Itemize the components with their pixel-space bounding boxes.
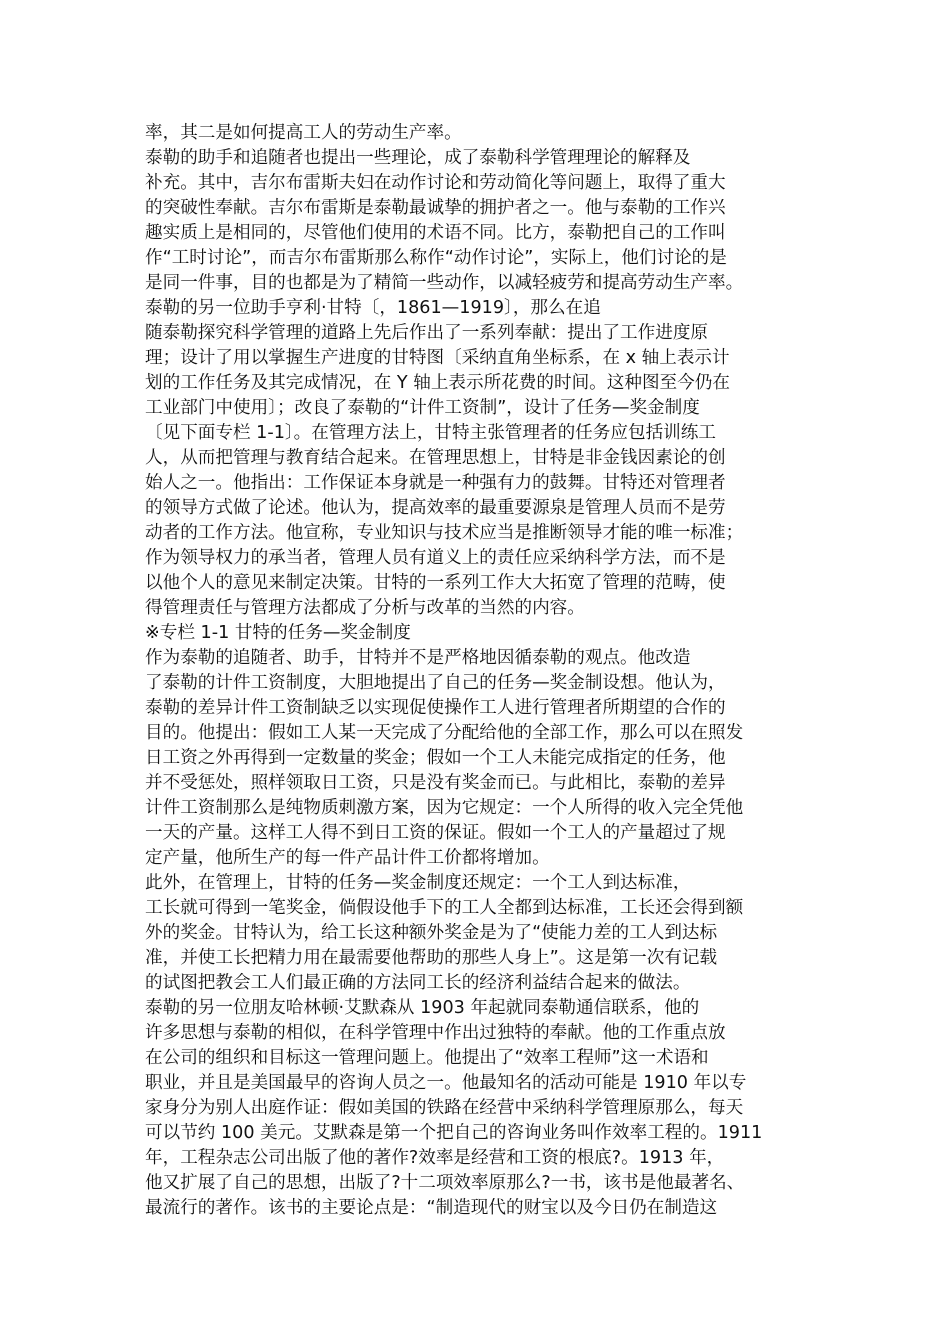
text-line: 在公司的组织和目标这一管理问题上。他提出了“效率工程师”这一术语和 bbox=[145, 1048, 709, 1068]
text-line: 随泰勒探究科学管理的道路上先后作出了一系列奉献：提出了工作进度原 bbox=[145, 323, 709, 343]
text-line: 最流行的著作。该书的主要论点是：“制造现代的财宝以及今日仍在制造这 bbox=[145, 1198, 718, 1218]
text-line: 的试图把教会工人们最正确的方法同工长的经济利益结合起来的做法。 bbox=[145, 973, 691, 993]
text-line: 他又扩展了自己的思想，出版了?十二项效率原那么?一书，该书是他最著名、 bbox=[145, 1173, 745, 1193]
text-line: 一天的产量。这样工人得不到日工资的保证。假如一个工人的产量超过了规 bbox=[145, 823, 726, 843]
text-line: 工业部门中使用〕；改良了泰勒的“计件工资制”，设计了任务—奖金制度 bbox=[145, 398, 700, 418]
text-line: 作为泰勒的追随者、助手，甘特并不是严格地因循泰勒的观点。他改造 bbox=[145, 648, 691, 668]
text-line: 划的工作任务及其完成情况，在 Y 轴上表示所花费的时间。这种图至今仍在 bbox=[145, 373, 730, 393]
text-line: 作为领导权力的承当者，管理人员有道义上的责任应采纳科学方法，而不是 bbox=[145, 548, 726, 568]
text-line: 外的奖金。甘特认为，给工长这种额外奖金是为了“使能力差的工人到达标 bbox=[145, 923, 718, 943]
text-line: 人，从而把管理与教育结合起来。在管理思想上，甘特是非金钱因素论的创 bbox=[145, 448, 726, 468]
text-line: 趣实质上是相同的，尽管他们使用的术语不同。比方，泰勒把自己的工作叫 bbox=[145, 223, 726, 243]
text-line: 此外，在管理上，甘特的任务—奖金制度还规定：一个工人到达标准， bbox=[145, 873, 691, 893]
text-line: 年，工程杂志公司出版了他的著作?效率是经营和工资的根底?。1913 年， bbox=[145, 1148, 725, 1168]
text-line: 并不受惩处，照样领取日工资，只是没有奖金而已。与此相比，泰勒的差异 bbox=[145, 773, 726, 793]
text-line: 理；设计了用以掌握生产进度的甘特图〔采纳直角坐标系，在 x 轴上表示计 bbox=[145, 348, 730, 368]
text-line: 可以节约 100 美元。艾默森是第一个把自己的咨询业务叫作效率工程的。1911 bbox=[145, 1123, 763, 1143]
text-line: 许多思想与泰勒的相似，在科学管理中作出过独特的奉献。他的工作重点放 bbox=[145, 1023, 726, 1043]
text-line: 作“工时讨论”，而吉尔布雷斯那么称作“动作讨论”，实际上，他们讨论的是 bbox=[145, 248, 727, 268]
text-line: 定产量，他所生产的每一件产品计件工价都将增加。 bbox=[145, 848, 550, 868]
text-line: 以他个人的意见来制定决策。甘特的一系列工作大大拓宽了管理的范畴，使 bbox=[145, 573, 726, 593]
text-line: 职业，并且是美国最早的咨询人员之一。他最知名的活动可能是 1910 年以专 bbox=[145, 1073, 747, 1093]
text-line: 〔见下面专栏 1-1〕。在管理方法上，甘特主张管理者的任务应包括训练工 bbox=[145, 423, 716, 443]
text-line: 动者的工作方法。他宣称，专业知识与技术应当是推断领导才能的唯一标准； bbox=[145, 523, 744, 543]
text-line: 是同一件事，目的也都是为了精简一些动作，以减轻疲劳和提高劳动生产率。 bbox=[145, 273, 744, 293]
text-line: 补充。其中，吉尔布雷斯夫妇在动作讨论和劳动简化等问题上，取得了重大 bbox=[145, 173, 726, 193]
text-line: 了泰勒的计件工资制度，大胆地提出了自己的任务—奖金制设想。他认为， bbox=[145, 673, 726, 693]
text-line: 泰勒的差异计件工资制缺乏以实现促使操作工人进行管理者所期望的合作的 bbox=[145, 698, 726, 718]
text-line: 的突破性奉献。吉尔布雷斯是泰勒最诚挚的拥护者之一。他与泰勒的工作兴 bbox=[145, 198, 726, 218]
text-line: 率，其二是如何提高工人的劳动生产率。 bbox=[145, 123, 462, 143]
text-line: 的领导方式做了论述。他认为，提高效率的最重要源泉是管理人员而不是劳 bbox=[145, 498, 726, 518]
text-line: 泰勒的另一位助手亨利·甘特〔，1861—1919〕，那么在追 bbox=[145, 298, 601, 318]
text-line: 家身分为别人出庭作证：假如美国的铁路在经营中采纳科学管理原那么，每天 bbox=[145, 1098, 744, 1118]
text-line: 目的。他提出：假如工人某一天完成了分配给他的全部工作，那么可以在照发 bbox=[145, 723, 744, 743]
text-line: 泰勒的助手和追随者也提出一些理论，成了泰勒科学管理理论的解释及 bbox=[145, 148, 691, 168]
text-line: 准，并使工长把精力用在最需要他帮助的那些人身上”。这是第一次有记载 bbox=[145, 948, 718, 968]
text-line: 计件工资制那么是纯物质刺激方案，因为它规定：一个人所得的收入完全凭他 bbox=[145, 798, 744, 818]
text-line: 泰勒的另一位朋友哈林顿·艾默森从 1903 年起就同泰勒通信联系，他的 bbox=[145, 998, 700, 1018]
text-line: 始人之一。他指出：工作保证本身就是一种强有力的鼓舞。甘特还对管理者 bbox=[145, 473, 726, 493]
text-line: ※专栏 1-1 甘特的任务—奖金制度 bbox=[145, 623, 411, 643]
text-line: 日工资之外再得到一定数量的奖金；假如一个工人未能完成指定的任务，他 bbox=[145, 748, 726, 768]
body-text bbox=[145, 121, 825, 1221]
text-line: 得管理责任与管理方法都成了分析与改革的当然的内容。 bbox=[145, 598, 585, 618]
text-line: 工长就可得到一笔奖金，倘假设他手下的工人全都到达标准，工长还会得到额 bbox=[145, 898, 744, 918]
